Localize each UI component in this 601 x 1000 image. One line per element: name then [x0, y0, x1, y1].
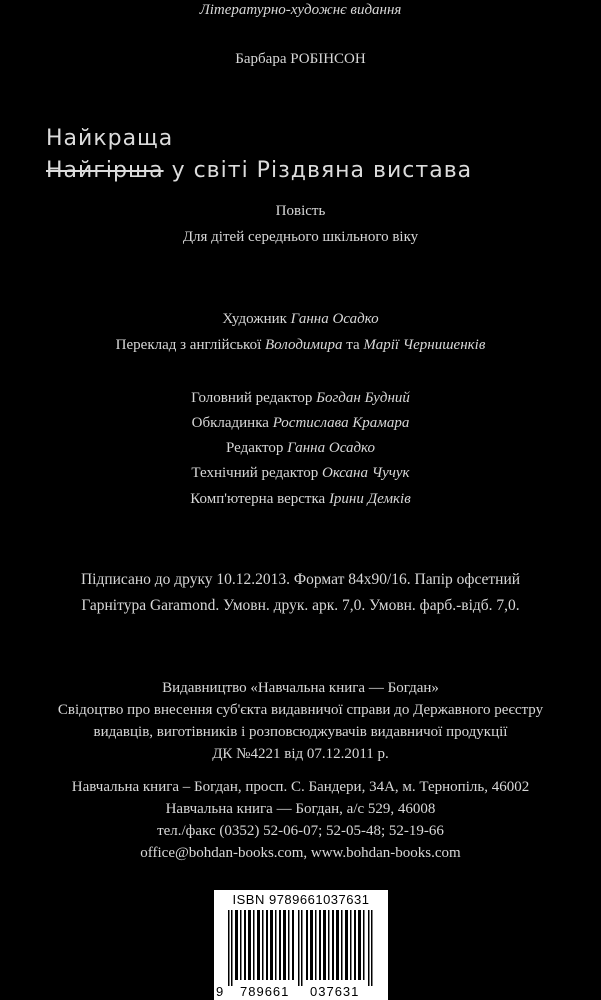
title-rest: у світі Різдвяна вистава [171, 158, 473, 183]
title-handwritten-top: Найкраща [46, 126, 174, 151]
barcode-bars [222, 910, 380, 986]
contact-line: Навчальна книга — Богдан, а/с 529, 46008 [165, 801, 436, 817]
translation-prefix: Переклад з англійської [115, 337, 266, 353]
credit-role: Головний редактор [191, 390, 317, 406]
credit-name: Оксана Чучук [322, 465, 410, 481]
translator-name-1: Володимира [265, 337, 343, 353]
credit-role: Редактор [225, 440, 288, 456]
credit-name: Ірини Демків [328, 491, 411, 507]
publisher-line: видавців, виготівників і розповсюджувачів видавничої продукції [93, 724, 508, 740]
illustrator-line [0, 312, 601, 327]
author: Барбара РОБІНСОН [235, 51, 366, 67]
print-specs-line: Підписано до друку 10.12.2013. Формат 84х90/16. Папір офсетний [80, 571, 521, 588]
credit-line [0, 466, 601, 481]
contact-line: Навчальна книга – Богдан, просп. С. Бандери, 34А, м. Тернопіль, 46002 [71, 779, 530, 795]
contact-line: тел./факс (0352) 52-06-07; 52-05-48; 52-19-66 [157, 823, 444, 839]
credit-name: Ростислава Крамара [272, 415, 410, 431]
contact-line: office@bohdan-books.com, www.bohdan-books.com [140, 845, 461, 861]
title-crossed-word: Найгірша [46, 158, 164, 183]
credit-line [0, 416, 601, 431]
print-specs-line: Гарнітура Garamond. Умовн. друк. арк. 7,0. Умовн. фарб.-відб. 7,0. [81, 597, 520, 614]
illustrator-prefix: Художник [222, 311, 291, 327]
audience: Для дітей середнього шкільного віку [182, 229, 419, 245]
credit-role: Технічний редактор [191, 465, 322, 481]
publisher-line: Видавництво «Навчальна книга — Богдан» [162, 680, 439, 696]
illustrator-name: Ганна Осадко [290, 311, 379, 327]
barcode-digits-right: 037631 [310, 984, 360, 999]
translation-joiner: та [342, 337, 364, 353]
credit-name: Богдан Будний [316, 390, 410, 406]
credit-line [0, 391, 601, 406]
credit-role: Обкладинка [191, 415, 273, 431]
title-handwritten [46, 158, 472, 183]
isbn-label: ISBN 9789661037631 [232, 892, 370, 907]
publisher-line: Свідоцтво про внесення суб'єкта видавничої справи до Державного реєстру [57, 702, 544, 718]
translation-line [0, 338, 601, 353]
translator-name-2: Марії Чернишенків [363, 337, 486, 353]
credit-line [0, 492, 601, 507]
credit-line [0, 441, 601, 456]
publisher-line: ДК №4221 від 07.12.2011 р. [212, 746, 389, 762]
credit-name: Ганна Осадко [287, 440, 376, 456]
barcode-digit-lead: 9 [216, 984, 225, 999]
genre: Повість [275, 203, 326, 219]
barcode-digits-left: 789661 [240, 984, 290, 999]
barcode [214, 890, 388, 1000]
credit-role: Комп'ютерна верстка [190, 491, 329, 507]
edition-type: Літературно-художнє видання [199, 2, 402, 18]
